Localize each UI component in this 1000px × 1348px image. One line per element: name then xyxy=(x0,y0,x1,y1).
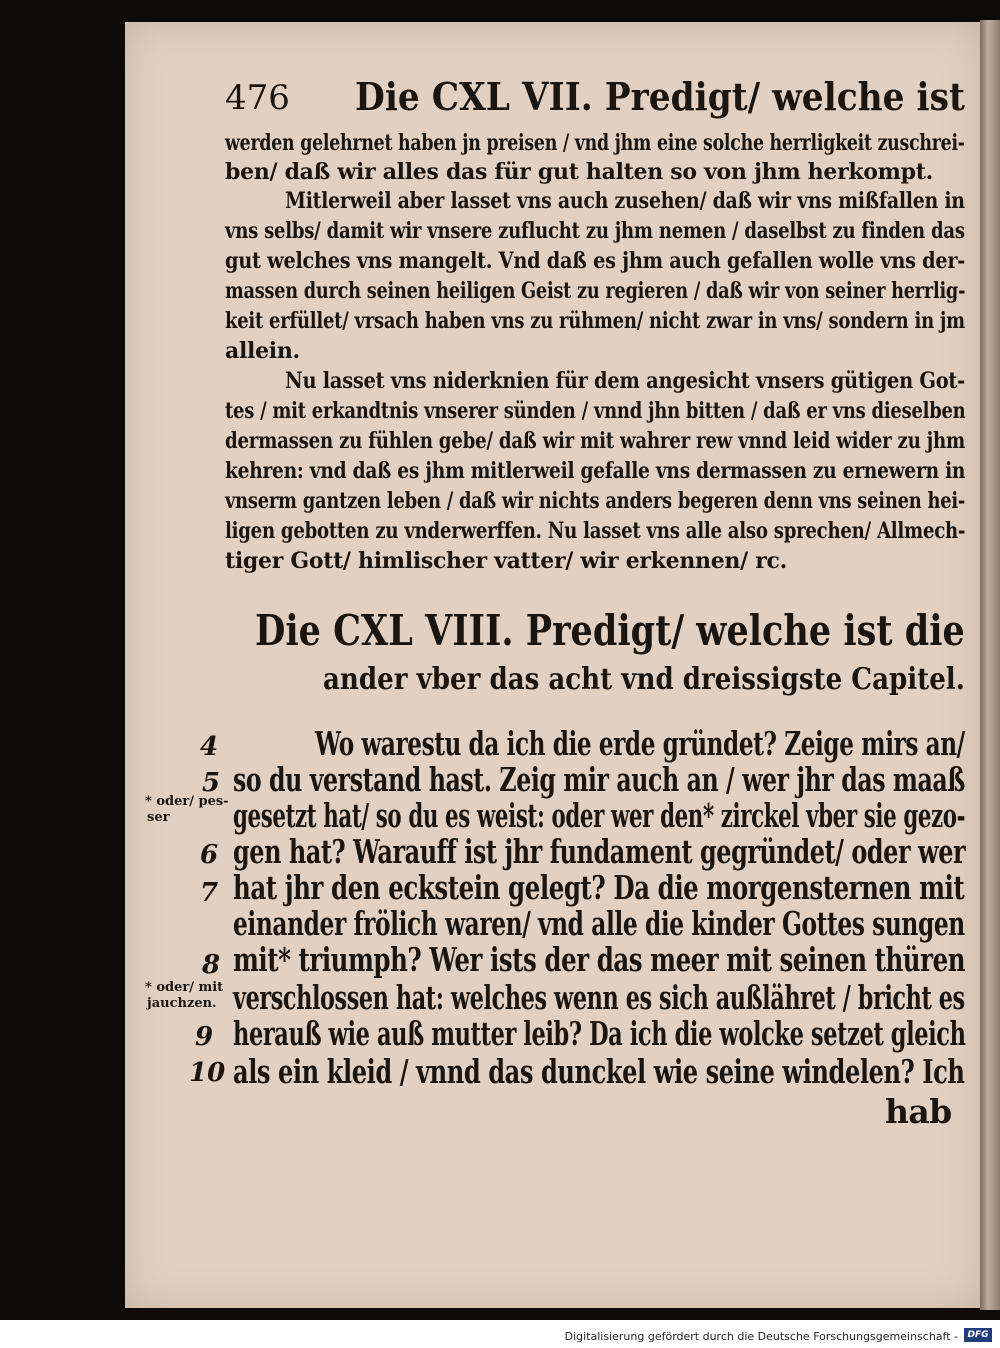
verse-number: 8 xyxy=(202,950,221,980)
text-line: Nu lasset vns niderknien für dem angesicht vnsers gütigen Got- xyxy=(285,368,965,394)
verse-line: herauß wie auß mutter leib? Da ich die wolcke setzet gleich xyxy=(233,1014,966,1053)
margin-note: * oder/ pes- xyxy=(145,794,229,809)
page-number: 476 xyxy=(225,78,290,118)
verse-line: als ein kleid / vnnd das dunckel wie seine windelen? Ich xyxy=(233,1052,965,1091)
verse-line: verschlossen hat: welches wenn es sich außlähret / bricht es xyxy=(233,978,965,1017)
text-line: gut welches vns mangelt. Vnd daß es jhm auch gefallen wolle vns der- xyxy=(225,248,966,274)
text-line: keit erfüllet/ vrsach haben vns zu rühmen/ nicht zwar in vns/ sondern in jm xyxy=(225,308,965,334)
catchword: hab xyxy=(885,1092,952,1131)
verse-number: 6 xyxy=(200,840,219,870)
margin-note: jauchzen. xyxy=(147,996,217,1011)
text-line: tiger Gott/ himlischer vatter/ wir erkennen/ rc. xyxy=(225,548,787,574)
verse-number: 9 xyxy=(195,1022,214,1052)
verse-line: mit* triumph? Wer ists der das meer mit seinen thüren xyxy=(233,940,966,979)
text-line: massen durch seinen heiligen Geist zu regieren / daß wir von seiner herrlig- xyxy=(225,278,966,304)
verse-line: hat jhr den eckstein gelegt? Da die morgensternen mit xyxy=(233,868,965,907)
text-line: vns selbs/ damit wir vnsere zuflucht zu jhm nemen / daselbst zu finden das xyxy=(225,218,965,244)
text-line: tes / mit erkandtnis vnserer sünden / vnnd jhn bitten / daß er vns dieselben xyxy=(225,398,966,424)
verse-line: so du verstand hast. Zeig mir auch an / wer jhr das maaß xyxy=(233,760,965,799)
chapter-title: Die CXL VIII. Predigt/ welche ist die xyxy=(255,606,965,655)
footer-bar xyxy=(0,1322,1000,1348)
running-title: Die CXL VII. Predigt/ welche ist xyxy=(355,74,965,119)
footer-credit: Digitalisierung gefördert durch die Deutsche Forschungsgemeinschaft - xyxy=(564,1330,958,1343)
verse-line: gen hat? Warauff ist jhr fundament gegründet/ oder wer xyxy=(233,832,966,871)
verse-number: 5 xyxy=(202,768,221,798)
text-line: werden gelehrnet haben jn preisen / vnd jhm eine solche herrligkeit zuschrei- xyxy=(225,130,965,156)
verse-number: 7 xyxy=(200,878,219,908)
verse-line: Wo warestu da ich die erde gründet? Zeige mirs an/ xyxy=(315,724,965,763)
margin-note: ser xyxy=(147,810,170,825)
book-page xyxy=(125,22,980,1308)
verse-number: 10 xyxy=(189,1058,226,1088)
page-edge xyxy=(980,20,1000,1310)
text-line: dermassen zu fühlen gebe/ daß wir mit wahrer rew vnnd leid wider zu jhm xyxy=(225,428,965,454)
margin-note: * oder/ mit xyxy=(145,980,224,995)
text-line: allein. xyxy=(225,338,300,364)
verse-line: gesetzt hat/ so du es weist: oder wer den* zirckel vber sie gezo- xyxy=(233,796,966,835)
text-line: Mitlerweil aber lasset vns auch zusehen/ daß wir vns mißfallen in xyxy=(285,188,965,214)
text-line: ligen gebotten zu vnderwerffen. Nu lasset vns alle also sprechen/ Allmech- xyxy=(225,518,966,544)
chapter-subtitle: ander vber das acht vnd dreissigste Capitel. xyxy=(323,662,965,697)
text-line: vnserm gantzen leben / daß wir nichts anders begeren denn vns seinen hei- xyxy=(225,488,966,514)
verse-line: einander frölich waren/ vnd alle die kinder Gottes sungen xyxy=(233,904,965,943)
verse-number: 4 xyxy=(200,732,219,762)
text-line: kehren: vnd daß es jhm mitlerweil gefalle vns dermassen zu ernewern in xyxy=(225,458,966,484)
text-line: ben/ daß wir alles das für gut halten so von jhm herkompt. xyxy=(225,159,933,185)
dfg-logo: DFG xyxy=(964,1328,992,1342)
